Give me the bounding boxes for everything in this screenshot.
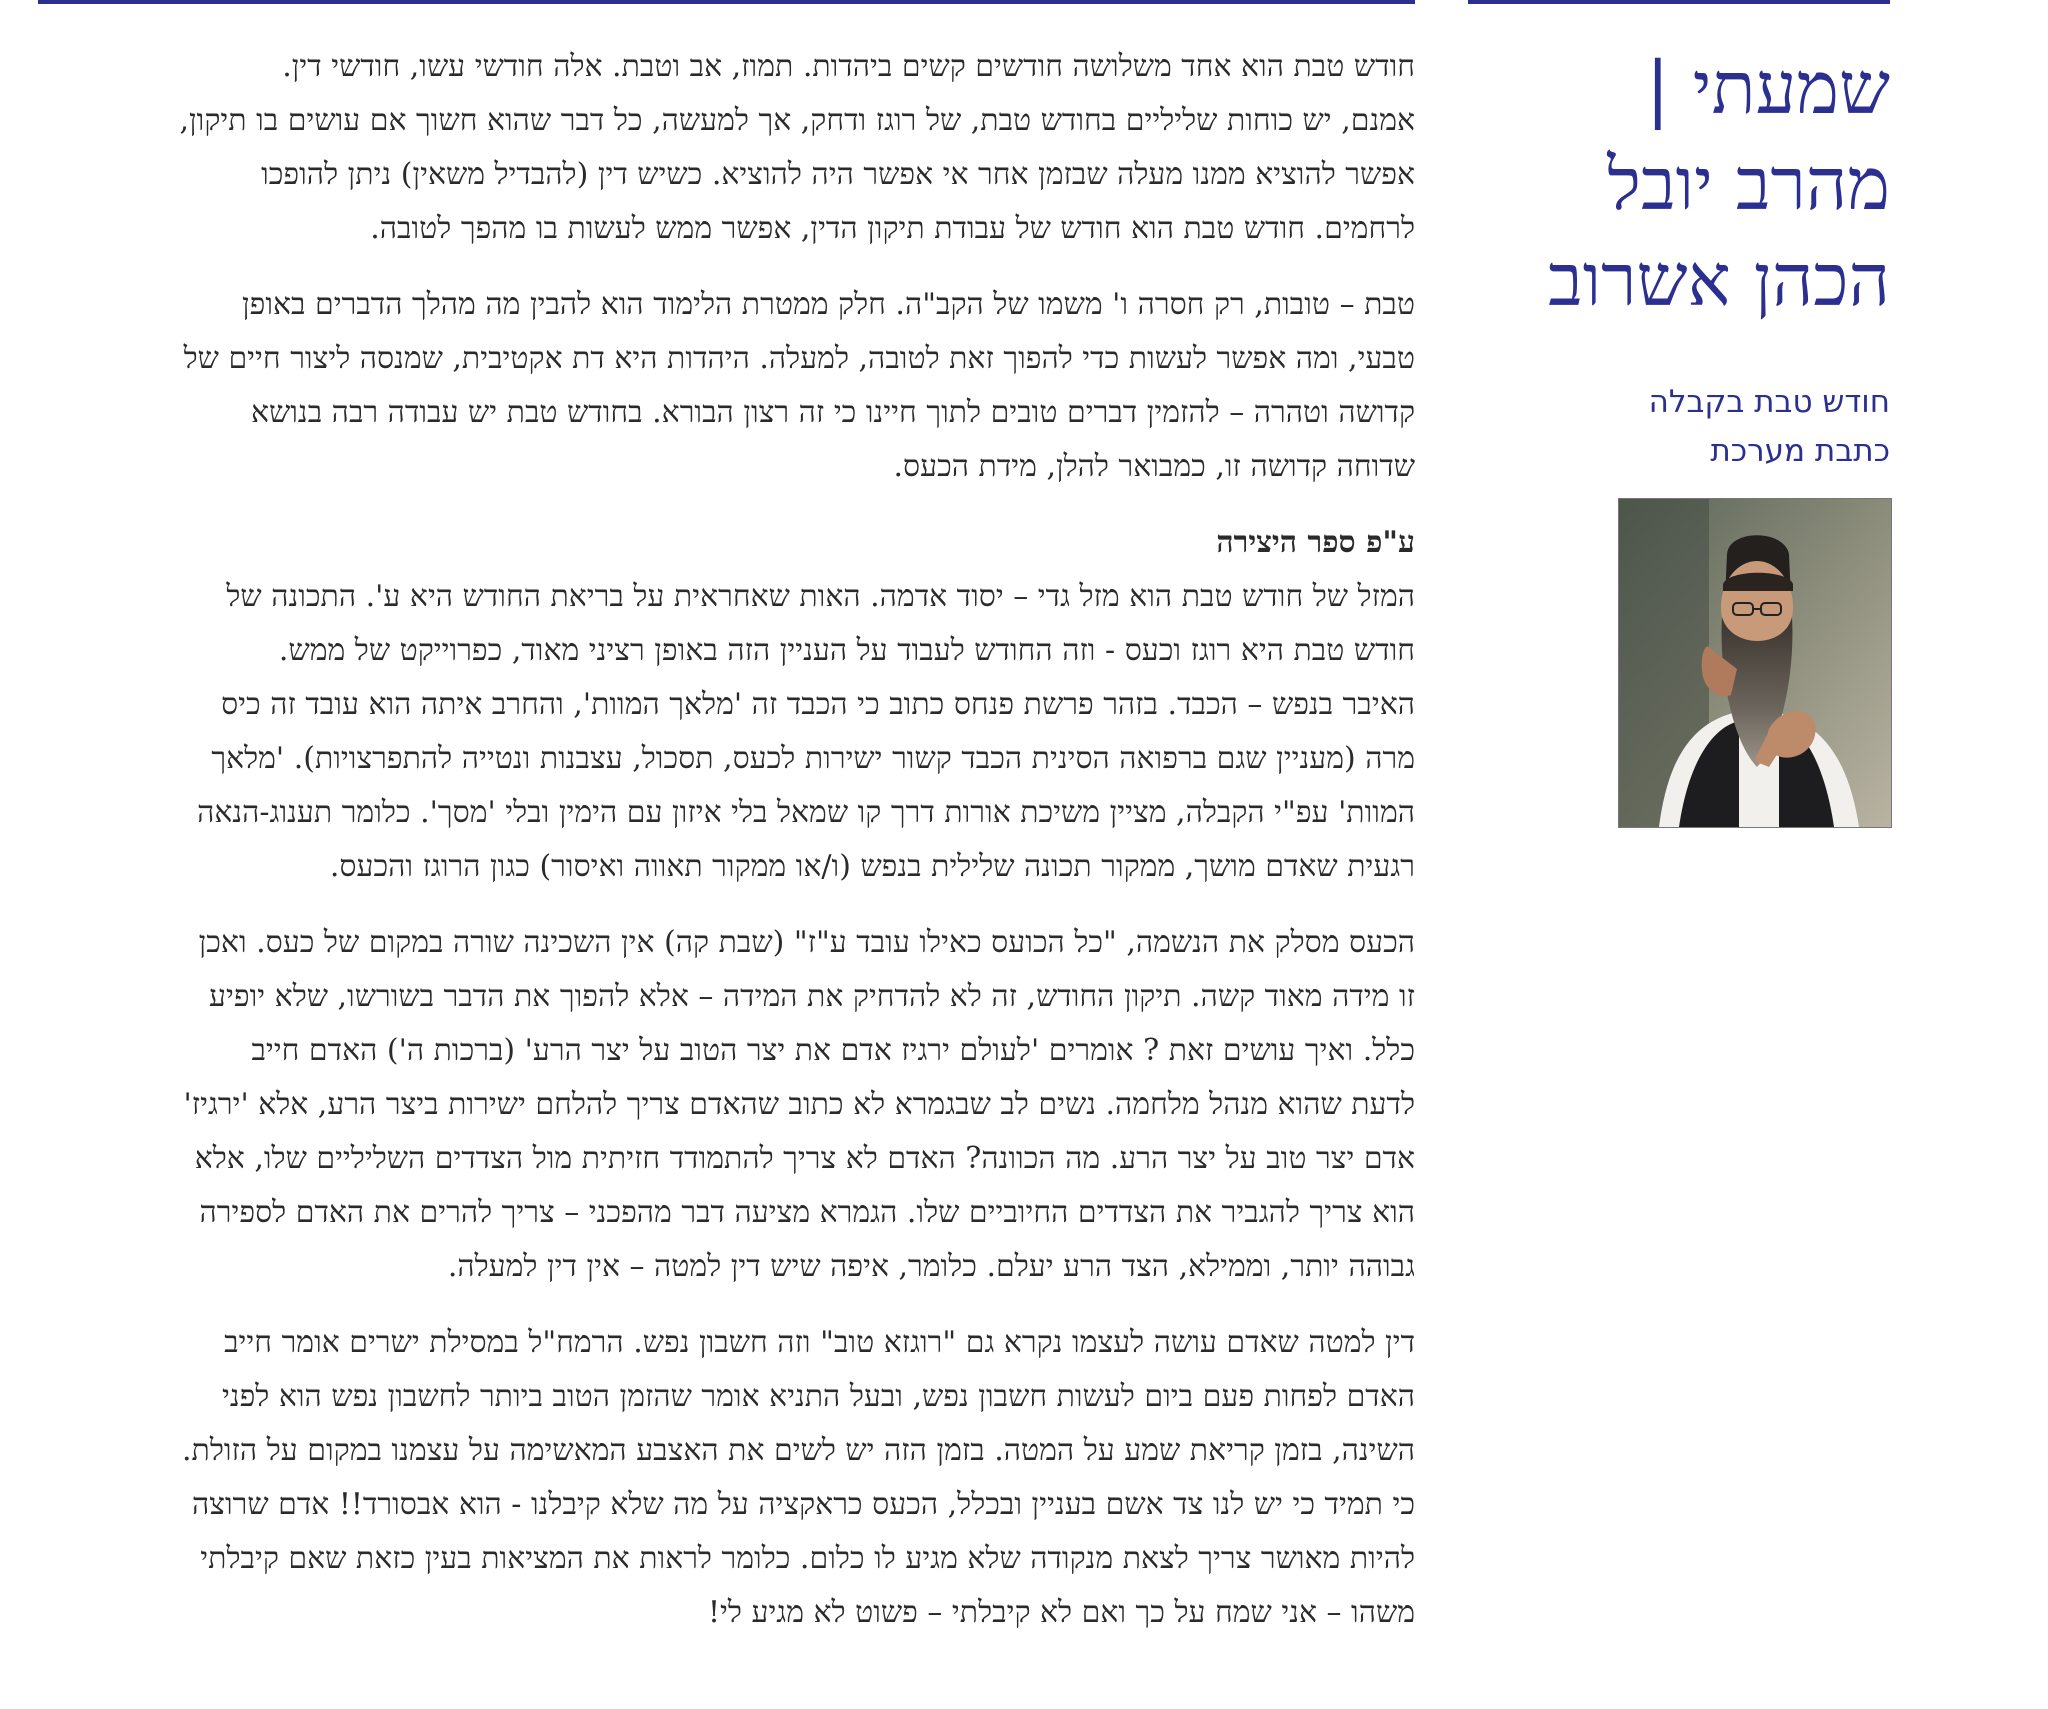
text-line: קדושה וטהרה – להזמין דברים טובים לתוך חיינו כי זה רצון הבורא. בחודש טבת יש עבודה רבה בנושא	[251, 395, 1415, 430]
column-subtitle	[1468, 378, 1890, 476]
paragraph	[38, 1316, 1415, 1640]
text-line: כי תמיד כי יש לנו צד אשם בעניין ובכלל, הכעס כראקציה על מה שלא קיבלנו - הוא אבסורד!! אדם שרוצה	[191, 1487, 1415, 1522]
text-line: אפשר להוציא ממנו מעלה שבזמן אחר אי אפשר היה להוציא. כשיש דין (להבדיל משאין) ניתן להופכו	[261, 157, 1415, 192]
text-line: המוות' עפ"י הקבלה, מציין משיכת אורות דרך קו שמאל בלי איזון עם הימין ובלי 'מסך'. כלומר תענוג-הנאה	[197, 795, 1415, 830]
text-line: אדם יצר טוב על יצר הרע. מה הכוונה? האדם לא צריך להתמודד חזיתית מול הצדדים השליליים שלו, אלא	[194, 1141, 1415, 1176]
text-line: שדוחה קדושה זו, כמבואר להלן, מידת הכעס.	[893, 449, 1415, 484]
text-line: הוא צריך להגביר את הצדדים החיוביים שלו. הגמרא מציעה דבר מהפכני – צריך להרים את האדם לספירה	[199, 1195, 1415, 1230]
section-heading: ע"פ ספר היצירה	[1216, 525, 1415, 560]
column-title-line: מהרב יובל	[1607, 142, 1890, 226]
text-line: משהו – אני שמח על כך ואם לא קיבלתי – פשוט לא מגיע לי!	[707, 1595, 1415, 1630]
paragraph	[38, 570, 1415, 894]
text-line: מרה (מעניין שגם ברפואה הסינית הכבד קשור ישירות לכעס, תסכול, עצבנות ונטייה להתפרצויות). 'מלאך	[211, 741, 1415, 776]
text-line: הכעס מסלק את הנשמה, "כל הכועס כאילו עובד ע"ז" (שבת קה) אין השכינה שורה במקום של כעס. ואכן	[198, 925, 1415, 960]
text-line: האדם לפחות פעם ביום לעשות חשבון נפש, ובעל התניא אומר שהזמן הטוב ביותר לחשבון נפש הוא לפני	[221, 1379, 1415, 1414]
subtitle-line: כתבת מערכת	[1710, 433, 1890, 469]
paragraph	[38, 278, 1415, 494]
text-line: חודש טבת הוא אחד משלושה חודשים קשים ביהדות. תמוז, אב וטבת. אלה חודשי עשו, חודשי דין.	[282, 49, 1415, 84]
article-body	[38, 40, 1415, 1662]
text-line: אמנם, יש כוחות שליליים בחודש טבת, של רוגז ודחק, אך למעשה, כל דבר שהוא חשוך אם עושים בו תיקון,	[179, 103, 1415, 138]
text-line: השינה, בזמן קריאת שמע על המטה. בזמן הזה יש לשים את האצבע המאשימה על עצמנו במקום על הזולת.	[182, 1433, 1415, 1468]
text-line: דין למטה שאדם עושה לעצמו נקרא גם "רוגזא טוב" וזה חשבון נפש. הרמח"ל במסילת ישרים אומר חייב	[224, 1325, 1415, 1360]
text-line: לדעת שהוא מנהל מלחמה. נשים לב שבגמרא לא כתוב שהאדם צריך להלחם ישירות ביצר הרע, אלא 'ירגיז'	[183, 1087, 1415, 1122]
text-line: חודש טבת היא רוגז וכעס - וזה החודש לעבוד על העניין הזה באופן רציני מאוד, כפרוייקט של ממש.	[278, 633, 1415, 668]
column-title	[1468, 40, 1890, 328]
author-photo	[1618, 498, 1892, 828]
text-line: להיות מאושר צריך לצאת מנקודה שלא מגיע לו כלום. כלומר לראות את המציאות בעין כזאת שאם קיבלתי	[200, 1541, 1415, 1576]
text-line: טבת – טובות, רק חסרה ו' משמו של הקב"ה. חלק ממטרת הלימוד הוא להבין מה מהלך הדברים באופן	[241, 287, 1415, 322]
subtitle-line: חודש טבת בקבלה	[1648, 384, 1890, 420]
sidebar	[1468, 40, 1890, 476]
paragraph	[38, 40, 1415, 256]
column-title-line: הכהן אשרוב	[1548, 238, 1890, 322]
text-line: זו מידה מאוד קשה. תיקון החודש, זה לא להדחיק את המידה – אלא להפוך את הדבר בשורשו, שלא יופיע	[209, 979, 1415, 1014]
top-rule-main	[38, 0, 1415, 4]
text-line: המזל של חודש טבת הוא מזל גדי – יסוד אדמה. האות שאחראית על בריאת החודש היא ע'. התכונה של	[226, 579, 1415, 614]
text-line: רגעית שאדם מושך, ממקור תכונה שלילית בנפש (ו/או ממקור תאווה ואיסור) כגון הרוגז והכעס.	[329, 849, 1415, 884]
top-rule-sidebar	[1468, 0, 1890, 4]
text-line: טבעי, ומה אפשר לעשות כדי להפוך זאת לטובה, למעלה. היהדות היא דת אקטיבית, שמנסה ליצור חיים של	[183, 341, 1415, 376]
text-line: לרחמים. חודש טבת הוא חודש של עבודת תיקון הדין, אפשר ממש לעשות בו מהפך לטובה.	[370, 211, 1415, 246]
column-title-line: שמעתי |	[1645, 46, 1890, 130]
text-line: כלל. ואיך עושים זאת ? אומרים 'לעולם ירגיז אדם את יצר הטוב על יצר הרע' (ברכות ה') האדם חייב	[251, 1033, 1415, 1068]
paragraph	[38, 916, 1415, 1294]
text-line: האיבר בנפש – הכבד. בזהר פרשת פנחס כתוב כי הכבד זה 'מלאך המוות', והחרב איתה הוא עובד זה כיס	[221, 687, 1415, 722]
text-line: גבוהה יותר, וממילא, הצד הרע יעלם. כלומר, איפה שיש דין למטה – אין דין למעלה.	[447, 1249, 1415, 1284]
